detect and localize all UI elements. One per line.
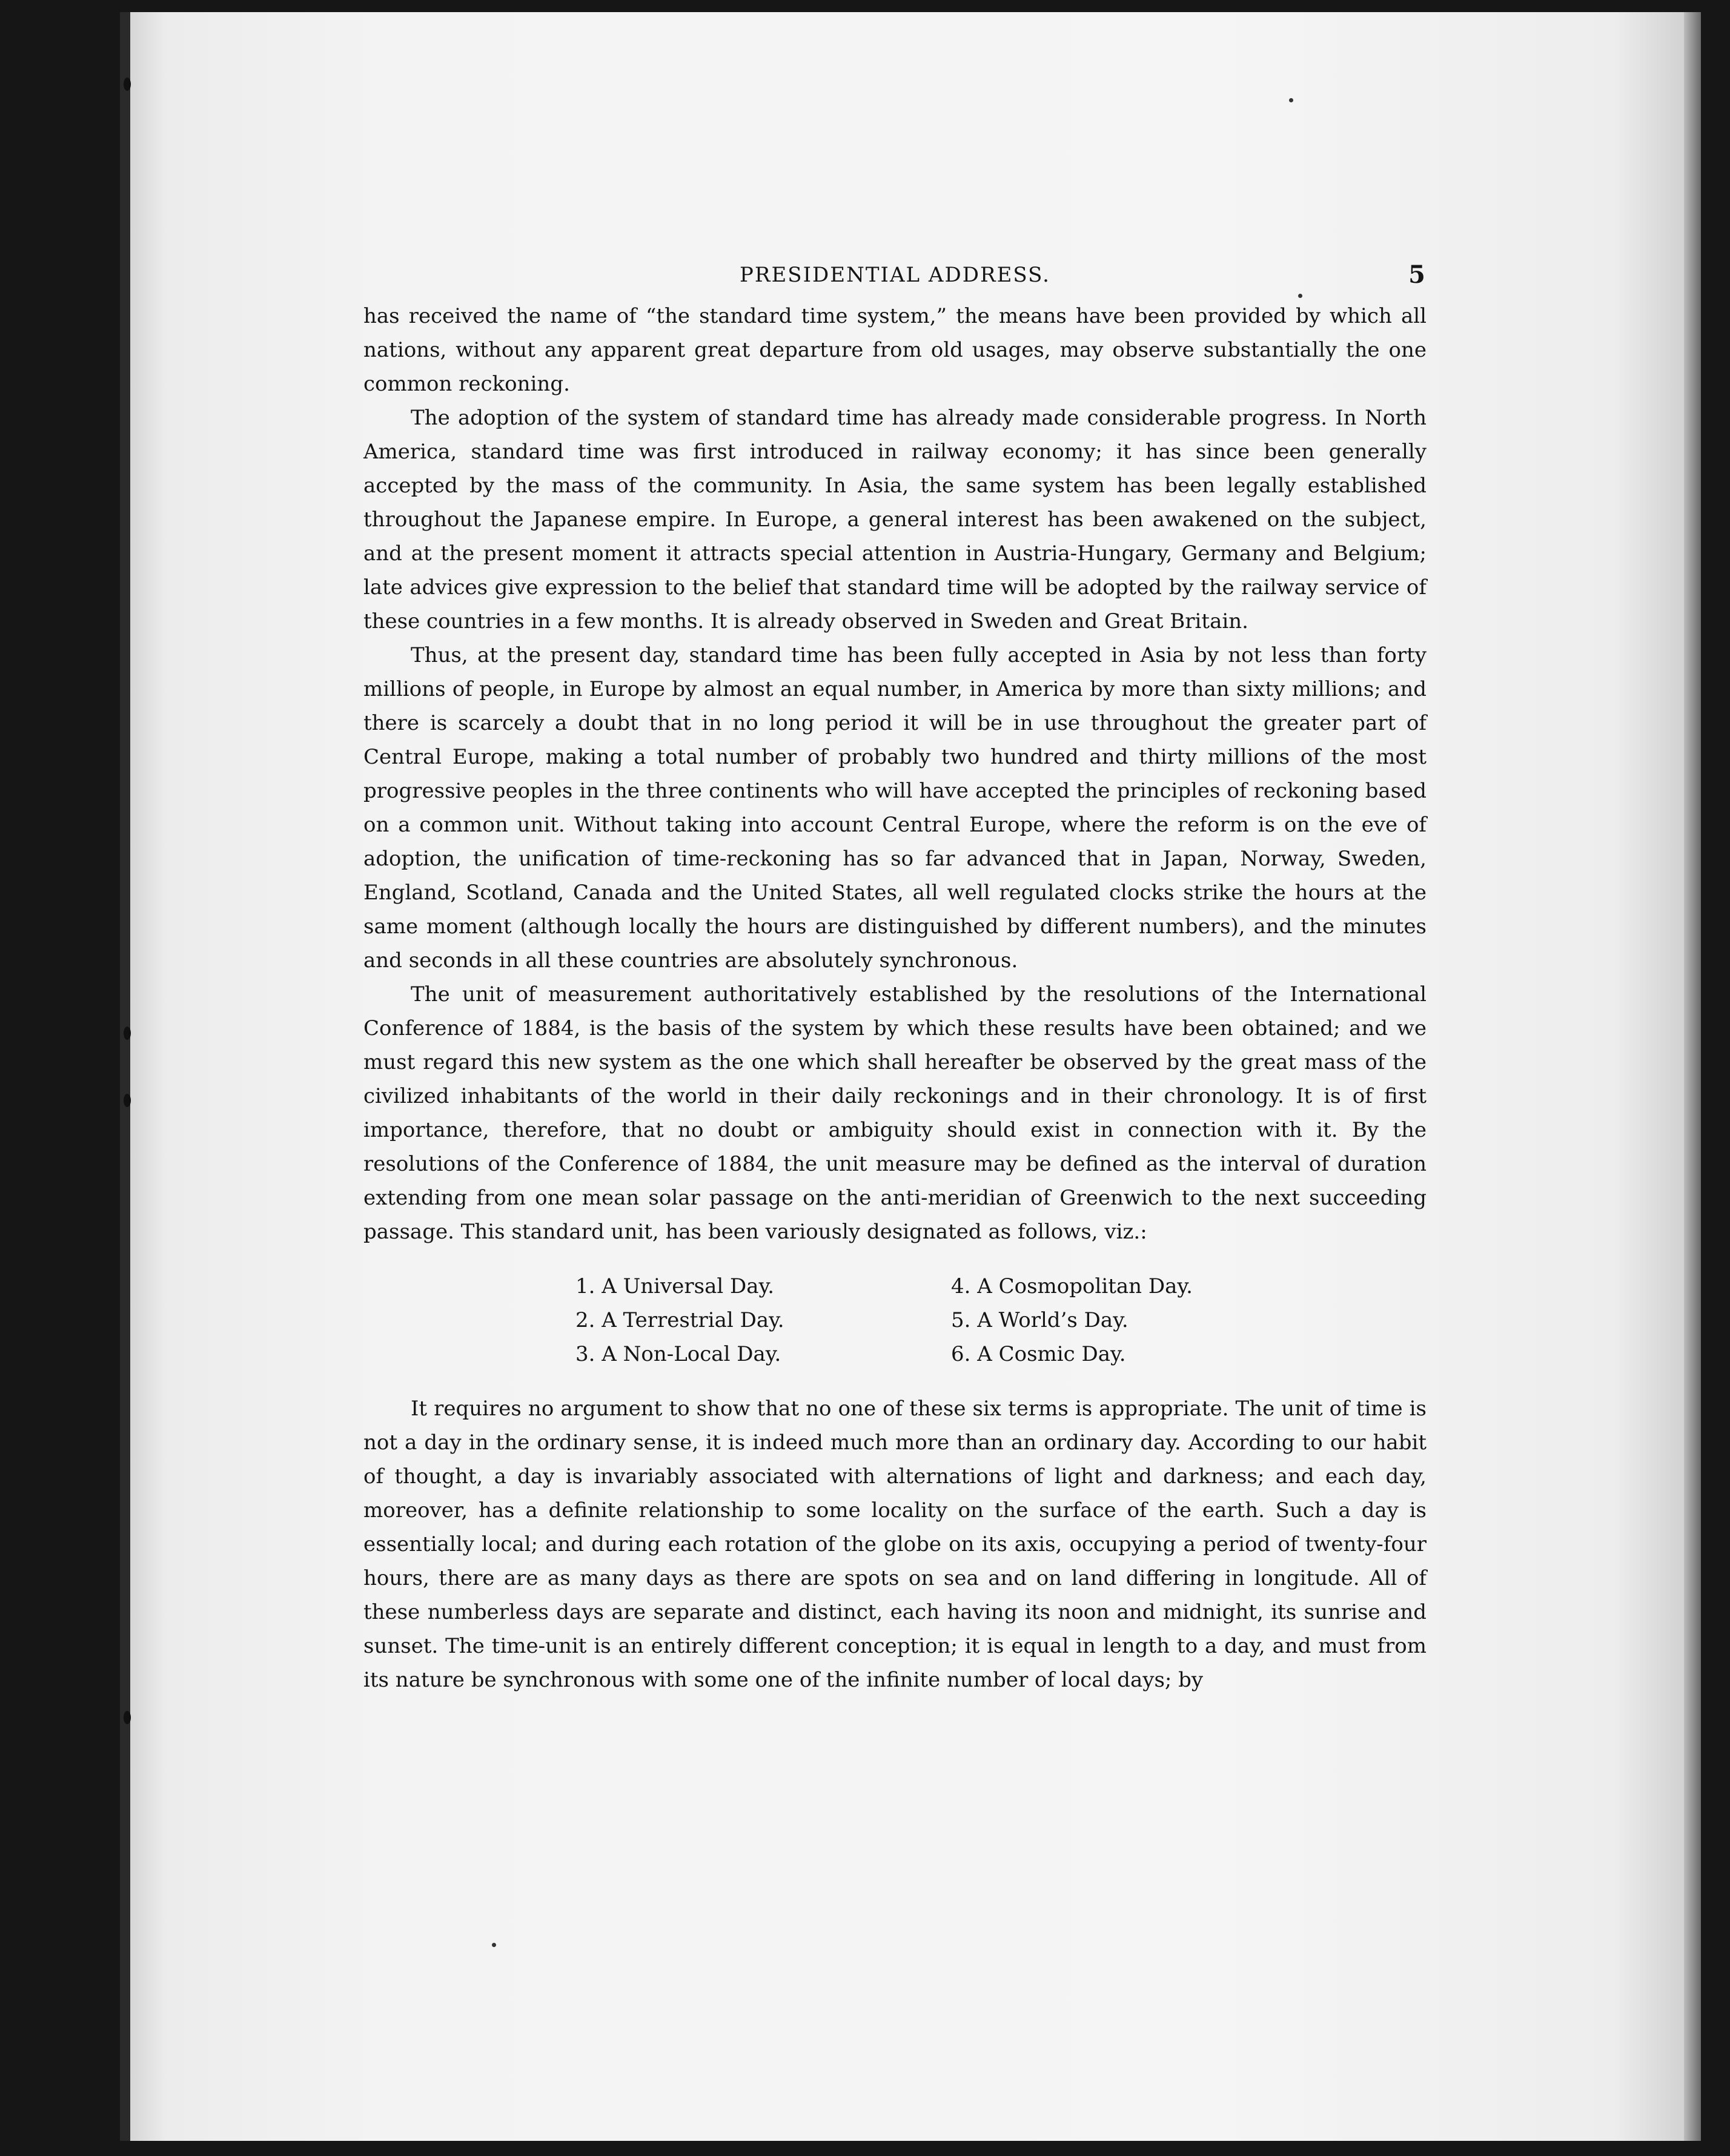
scan-speck (492, 1943, 496, 1947)
paragraph: Thus, at the present day, standard time has been fully accepted in Asia by not less than forty millions of people, in Europe by almost an equal number, in America by more than sixty millions; and there is scarcely a doubt that in no long period it will be in use throughout the greater part of Central Europe, making a total number of probably two hundred and thirty millions of the most progressive peoples in the three continents who will have accepted the principles of reckoning based on a common unit. Without taking into account Central Europe, where the reform is on the eve of adoption, the unification of time-reckoning has so far advanced that in Japan, Norway, Sweden, England, Scotland, Canada and the United States, all well regulated clocks strike the hours at the same moment (although locally the hours are distinguished by different numbers), and the minutes and seconds in all these countries are absolutely synchronous. (363, 643, 1427, 973)
running-title: PRESIDENTIAL ADDRESS. (740, 263, 1050, 287)
binding-hole-mark (124, 1711, 131, 1724)
scan-speck (1289, 98, 1293, 102)
page-right-edge (1684, 12, 1701, 2141)
page-left-edge (120, 12, 131, 2141)
paragraph: The adoption of the system of standard time has already made considerable progress. In North America, standard time was first introduced in railway economy; it has since been generally accepted by the mass of the community. In Asia, the same system has been legally established throughout the Japanese empire. In Europe, a general interest has been awakened on the subject, and at the present moment it attracts special attention in Austria-Hungary, Germany and Belgium; late advices give expression to the belief that standard time will be adopted by the railway service of these countries in a few months. It is already observed in Sweden and Great Britain. (363, 406, 1427, 633)
binding-hole-mark (124, 78, 131, 91)
binding-hole-mark (124, 1027, 131, 1040)
designation-list (575, 1269, 1427, 1371)
binding-hole-mark (124, 1094, 131, 1107)
list-item: 1. A Universal Day. (575, 1274, 775, 1298)
paragraph: The unit of measurement authoritatively established by the resolutions of the International Conference of 1884, is the basis of the system by which these results have been obtained; and we must regard this new system as the one which shall hereafter be observed by the great mass of the civilized inhabitants of the world in their daily reckonings and in their chronology. It is of first importance, therefore, that no doubt or ambiguity should exist in connection with it. By the resolutions of the Conference of 1884, the unit measure may be defined as the interval of duration extending from one mean solar passage on the anti-meridian of Greenwich to the next succeeding passage. This standard unit, has been variously designated as follows, viz.: (363, 982, 1427, 1244)
list-item: 6. A Cosmic Day. (951, 1342, 1126, 1366)
list-item: 4. A Cosmopolitan Day. (951, 1274, 1193, 1298)
page-number: 5 (1408, 260, 1427, 289)
body-text (363, 299, 1427, 1697)
page-header (363, 260, 1427, 297)
list-item: 5. A World’s Day. (951, 1308, 1128, 1332)
paragraph: has received the name of “the standard time system,” the means have been provided by which all nations, without any apparent great departure from old usages, may observe substantially the one common reckoning. (363, 304, 1427, 396)
list-item: 3. A Non-Local Day. (575, 1342, 781, 1366)
list-item: 2. A Terrestrial Day. (575, 1308, 784, 1332)
page-content (363, 260, 1427, 1697)
paragraph: It requires no argument to show that no one of these six terms is appropriate. The unit of time is not a day in the ordinary sense, it is indeed much more than an ordinary day. According to our habit of thought, a day is invariably associated with alternations of light and darkness; and each day, moreover, has a definite relationship to some locality on the surface of the earth. Such a day is essentially local; and during each rotation of the globe on its axis, occupying a period of twenty-four hours, there are as many days as there are spots on sea and on land differing in longitude. All of these numberless days are separate and distinct, each having its noon and midnight, its sunrise and sunset. The time-unit is an entirely different conception; it is equal in length to a day, and must from its nature be synchronous with some one of the infinite number of local days; by (363, 1397, 1427, 1692)
